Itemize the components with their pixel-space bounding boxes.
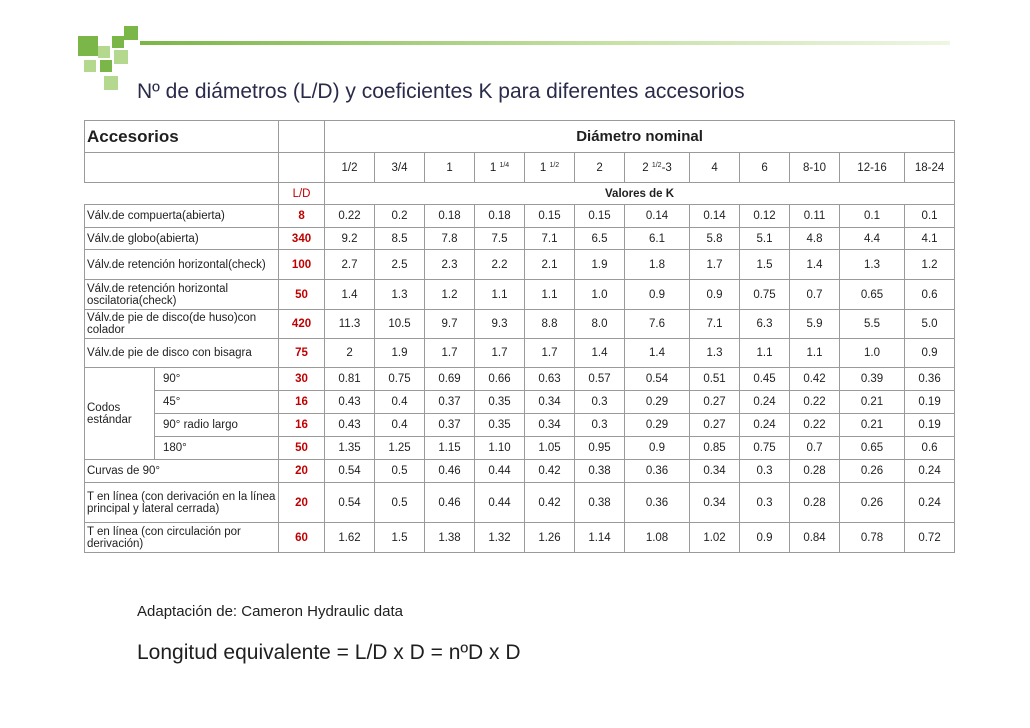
codo-type: 45°: [155, 391, 279, 414]
k-value: 0.15: [575, 205, 625, 228]
k-value: 0.3: [575, 414, 625, 437]
k-value: 0.22: [325, 205, 375, 228]
k-value: 5.5: [840, 310, 905, 339]
k-value: 9.7: [425, 310, 475, 339]
k-value: 0.2: [375, 205, 425, 228]
k-value: 1.9: [575, 250, 625, 280]
accesorio-name: T en línea (con circulación por derivación): [85, 523, 279, 553]
diameter-label: 18-24: [914, 161, 945, 174]
k-value: 0.5: [375, 483, 425, 523]
diameter-fraction: 1/2: [549, 161, 560, 169]
k-value: 7.5: [475, 228, 525, 250]
k-value: 5.1: [740, 228, 790, 250]
diameter-label: 1/2: [341, 161, 358, 174]
diameter-label: 2: [642, 161, 652, 174]
k-value: 0.9: [740, 523, 790, 553]
k-value: 1.1: [475, 280, 525, 310]
table-row: [85, 280, 955, 310]
k-value: 1.10: [475, 437, 525, 460]
k-value: 6.1: [625, 228, 690, 250]
k-value: 0.85: [690, 437, 740, 460]
k-value: 1.3: [375, 280, 425, 310]
k-value: 0.9: [625, 437, 690, 460]
diametro-header: Diámetro nominal: [325, 121, 955, 153]
k-value: 0.34: [690, 460, 740, 483]
k-value: 0.81: [325, 368, 375, 391]
k-value: 0.21: [840, 414, 905, 437]
k-value: 0.3: [740, 483, 790, 523]
k-value: 1.4: [625, 339, 690, 368]
diameter-header-cell: [475, 153, 525, 183]
k-value: 0.35: [475, 414, 525, 437]
valores-header: Valores de K: [325, 183, 955, 205]
k-value: 0.66: [475, 368, 525, 391]
diameter-label: 6: [761, 161, 768, 174]
k-coefficients-table: [84, 120, 955, 553]
k-value: 0.84: [790, 523, 840, 553]
table-row: [85, 310, 955, 339]
ld-k-header-row: [85, 183, 955, 205]
k-value: 0.46: [425, 460, 475, 483]
k-value: 0.75: [375, 368, 425, 391]
table-row: [85, 483, 955, 523]
k-value: 0.26: [840, 460, 905, 483]
logo-square: [112, 36, 124, 48]
k-value: 9.2: [325, 228, 375, 250]
k-value: 0.43: [325, 391, 375, 414]
diameter-header-cell: [625, 153, 690, 183]
k-value: 0.9: [625, 280, 690, 310]
k-value: 0.27: [690, 391, 740, 414]
accesorio-name: Válv.de pie de disco con bisagra: [85, 339, 279, 368]
k-value: 0.24: [740, 391, 790, 414]
k-value: 2.2: [475, 250, 525, 280]
k-value: 1.3: [690, 339, 740, 368]
k-value: 0.45: [740, 368, 790, 391]
k-value: 1.1: [790, 339, 840, 368]
k-value: 0.34: [690, 483, 740, 523]
k-value: 0.19: [905, 391, 955, 414]
k-value: 7.8: [425, 228, 475, 250]
diameter-header-cell: [325, 153, 375, 183]
diameter-label: 8-10: [803, 161, 827, 174]
k-value: 1.08: [625, 523, 690, 553]
k-value: 1.0: [575, 280, 625, 310]
k-value: 0.29: [625, 414, 690, 437]
k-value: 0.38: [575, 483, 625, 523]
k-value: 7.1: [690, 310, 740, 339]
ld-value: 20: [279, 460, 325, 483]
k-value: 0.39: [840, 368, 905, 391]
k-value: 2.7: [325, 250, 375, 280]
k-value: 0.36: [625, 460, 690, 483]
k-value: 0.4: [375, 414, 425, 437]
k-value: 0.5: [375, 460, 425, 483]
k-value: 1.14: [575, 523, 625, 553]
ld-header: L/D: [279, 183, 325, 205]
diameter-header-cell: [690, 153, 740, 183]
diameter-label: 1: [446, 161, 453, 174]
k-value: 4.4: [840, 228, 905, 250]
k-value: 0.54: [625, 368, 690, 391]
k-value: 0.24: [905, 483, 955, 523]
k-value: 0.43: [325, 414, 375, 437]
ld-header-blank: [279, 121, 325, 153]
k-value: 1.4: [790, 250, 840, 280]
k-value: 0.11: [790, 205, 840, 228]
k-value: 0.54: [325, 460, 375, 483]
k-value: 0.14: [690, 205, 740, 228]
table-row: [85, 437, 955, 460]
k-value: 0.37: [425, 391, 475, 414]
logo-square: [100, 60, 112, 72]
diameter-header-cell: [375, 153, 425, 183]
k-value: 0.95: [575, 437, 625, 460]
k-value: 0.14: [625, 205, 690, 228]
logo-square: [98, 46, 110, 58]
k-value: 10.5: [375, 310, 425, 339]
k-value: 4.8: [790, 228, 840, 250]
k-value: 0.65: [840, 437, 905, 460]
k-value: 0.42: [525, 483, 575, 523]
k-value: 0.36: [625, 483, 690, 523]
k-value: 1.9: [375, 339, 425, 368]
ld-value: 50: [279, 437, 325, 460]
k-value: 1.2: [905, 250, 955, 280]
k-value: 0.42: [525, 460, 575, 483]
k-value: 0.75: [740, 437, 790, 460]
diameter-fraction: 1/4: [499, 161, 510, 169]
k-value: 0.9: [905, 339, 955, 368]
accesorios-header: Accesorios: [85, 121, 279, 153]
k-value: 0.57: [575, 368, 625, 391]
k-value: 2: [325, 339, 375, 368]
ld-value: 75: [279, 339, 325, 368]
k-value: 7.6: [625, 310, 690, 339]
k-value: 1.7: [690, 250, 740, 280]
k-value: 1.5: [740, 250, 790, 280]
k-value: 5.9: [790, 310, 840, 339]
k-value: 9.3: [475, 310, 525, 339]
k-value: 0.38: [575, 460, 625, 483]
diameter-header-cell: [425, 153, 475, 183]
codo-type: 90°: [155, 368, 279, 391]
k-value: 2.1: [525, 250, 575, 280]
k-value: 1.62: [325, 523, 375, 553]
logo-square: [104, 76, 118, 90]
k-value: 0.34: [525, 414, 575, 437]
diameter-header-cell: [790, 153, 840, 183]
page-title: Nº de diámetros (L/D) y coeficientes K para diferentes accesorios: [137, 80, 745, 103]
header-decoration: [0, 0, 1030, 90]
table-row: [85, 368, 955, 391]
logo-square: [84, 60, 96, 72]
k-value: 0.6: [905, 437, 955, 460]
diameter-header-cell: [840, 153, 905, 183]
k-value: 0.1: [840, 205, 905, 228]
logo-square: [78, 36, 98, 56]
accesorio-name: Curvas de 90°: [85, 460, 279, 483]
k-value: 1.7: [425, 339, 475, 368]
k-value: 0.69: [425, 368, 475, 391]
k-value: 0.6: [905, 280, 955, 310]
diameter-label: 3/4: [391, 161, 408, 174]
k-value: 5.8: [690, 228, 740, 250]
header-row: [85, 121, 955, 153]
accesorio-name: Válv.de globo(abierta): [85, 228, 279, 250]
ld-value: 50: [279, 280, 325, 310]
k-value: 1.8: [625, 250, 690, 280]
k-value: 5.0: [905, 310, 955, 339]
k-value: 0.18: [425, 205, 475, 228]
k-value: 6.3: [740, 310, 790, 339]
diameter-header-cell: [740, 153, 790, 183]
k-value: 0.15: [525, 205, 575, 228]
k-value: 1.1: [740, 339, 790, 368]
table-row: [85, 414, 955, 437]
formula: Longitud equivalente = L/D x D = nºD x D: [137, 641, 521, 664]
ld-value: 420: [279, 310, 325, 339]
codos-label: Codos estándar: [85, 368, 155, 460]
codo-type: 90° radio largo: [155, 414, 279, 437]
logo-square: [114, 50, 128, 64]
k-value: 0.36: [905, 368, 955, 391]
k-value: 0.12: [740, 205, 790, 228]
k-value: 1.35: [325, 437, 375, 460]
k-value: 0.3: [575, 391, 625, 414]
k-value: 1.02: [690, 523, 740, 553]
k-value: 2.5: [375, 250, 425, 280]
logo-square: [124, 26, 138, 40]
k-value: 0.24: [905, 460, 955, 483]
k-value: 0.46: [425, 483, 475, 523]
diameter-header-cell: [905, 153, 955, 183]
diameter-label: 2: [596, 161, 603, 174]
k-value: 1.2: [425, 280, 475, 310]
k-value: 0.24: [740, 414, 790, 437]
diameter-header-cell: [525, 153, 575, 183]
k-value: 0.72: [905, 523, 955, 553]
k-value: 0.18: [475, 205, 525, 228]
codo-type: 180°: [155, 437, 279, 460]
k-value: 1.38: [425, 523, 475, 553]
k-value: 0.7: [790, 280, 840, 310]
k-value: 0.22: [790, 414, 840, 437]
accesorio-name: T en línea (con derivación en la línea principal y lateral cerrada): [85, 483, 279, 523]
k-value: 0.26: [840, 483, 905, 523]
k-value: 0.78: [840, 523, 905, 553]
ld-value: 340: [279, 228, 325, 250]
k-value: 0.28: [790, 483, 840, 523]
header-rule: [140, 41, 950, 45]
accesorio-name: Válv.de pie de disco(de huso)con colador: [85, 310, 279, 339]
k-value: 7.1: [525, 228, 575, 250]
diameter-suffix: -3: [661, 161, 672, 174]
k-value: 0.75: [740, 280, 790, 310]
k-value: 1.25: [375, 437, 425, 460]
source-note: Adaptación de: Cameron Hydraulic data: [137, 603, 403, 620]
table-row: [85, 250, 955, 280]
k-value: 1.7: [525, 339, 575, 368]
k-value: 8.5: [375, 228, 425, 250]
ld-value: 16: [279, 391, 325, 414]
k-value: 0.35: [475, 391, 525, 414]
table-row: [85, 460, 955, 483]
k-value: 1.3: [840, 250, 905, 280]
k-value: 0.42: [790, 368, 840, 391]
k-value: 1.4: [575, 339, 625, 368]
k-value: 0.27: [690, 414, 740, 437]
accesorio-name: Válv.de retención horizontal oscilatoria(check): [85, 280, 279, 310]
k-value: 8.0: [575, 310, 625, 339]
table-row: [85, 339, 955, 368]
k-value: 0.1: [905, 205, 955, 228]
k-value: 0.37: [425, 414, 475, 437]
k-value: 0.65: [840, 280, 905, 310]
k-value: 0.7: [790, 437, 840, 460]
table-row: [85, 228, 955, 250]
k-value: 1.4: [325, 280, 375, 310]
table-row: [85, 391, 955, 414]
diameter-header-cell: [575, 153, 625, 183]
k-value: 11.3: [325, 310, 375, 339]
k-value: 0.54: [325, 483, 375, 523]
diameter-label: 4: [711, 161, 718, 174]
diameter-label: 1: [539, 161, 550, 174]
ld-value: 30: [279, 368, 325, 391]
k-value: 0.44: [475, 460, 525, 483]
k-value: 0.22: [790, 391, 840, 414]
k-value: 6.5: [575, 228, 625, 250]
k-value: 0.19: [905, 414, 955, 437]
diameter-label: 12-16: [857, 161, 887, 174]
k-value: 2.3: [425, 250, 475, 280]
k-value: 4.1: [905, 228, 955, 250]
k-value: 0.21: [840, 391, 905, 414]
diameter-row: [85, 153, 955, 183]
k-value: 8.8: [525, 310, 575, 339]
k-value: 0.29: [625, 391, 690, 414]
table-row: [85, 205, 955, 228]
blank-cell: [279, 153, 325, 183]
blank-cell: [85, 153, 279, 183]
ld-value: 8: [279, 205, 325, 228]
k-value: 0.34: [525, 391, 575, 414]
k-value: 0.51: [690, 368, 740, 391]
k-value: 0.4: [375, 391, 425, 414]
k-value: 1.7: [475, 339, 525, 368]
accesorio-name: Válv.de compuerta(abierta): [85, 205, 279, 228]
table-row: [85, 523, 955, 553]
k-value: 0.63: [525, 368, 575, 391]
ld-value: 60: [279, 523, 325, 553]
k-value: 0.3: [740, 460, 790, 483]
ld-value: 100: [279, 250, 325, 280]
k-value: 1.5: [375, 523, 425, 553]
k-value: 0.9: [690, 280, 740, 310]
k-value: 0.28: [790, 460, 840, 483]
blank-cell: [85, 183, 279, 205]
k-value: 1.1: [525, 280, 575, 310]
ld-value: 16: [279, 414, 325, 437]
ld-value: 20: [279, 483, 325, 523]
k-value: 1.15: [425, 437, 475, 460]
diameter-fraction: 1/2: [651, 161, 662, 169]
k-value: 1.26: [525, 523, 575, 553]
k-value: 0.44: [475, 483, 525, 523]
k-value: 1.32: [475, 523, 525, 553]
accesorio-name: Válv.de retención horizontal(check): [85, 250, 279, 280]
diameter-label: 1: [489, 161, 500, 174]
k-value: 1.05: [525, 437, 575, 460]
k-value: 1.0: [840, 339, 905, 368]
